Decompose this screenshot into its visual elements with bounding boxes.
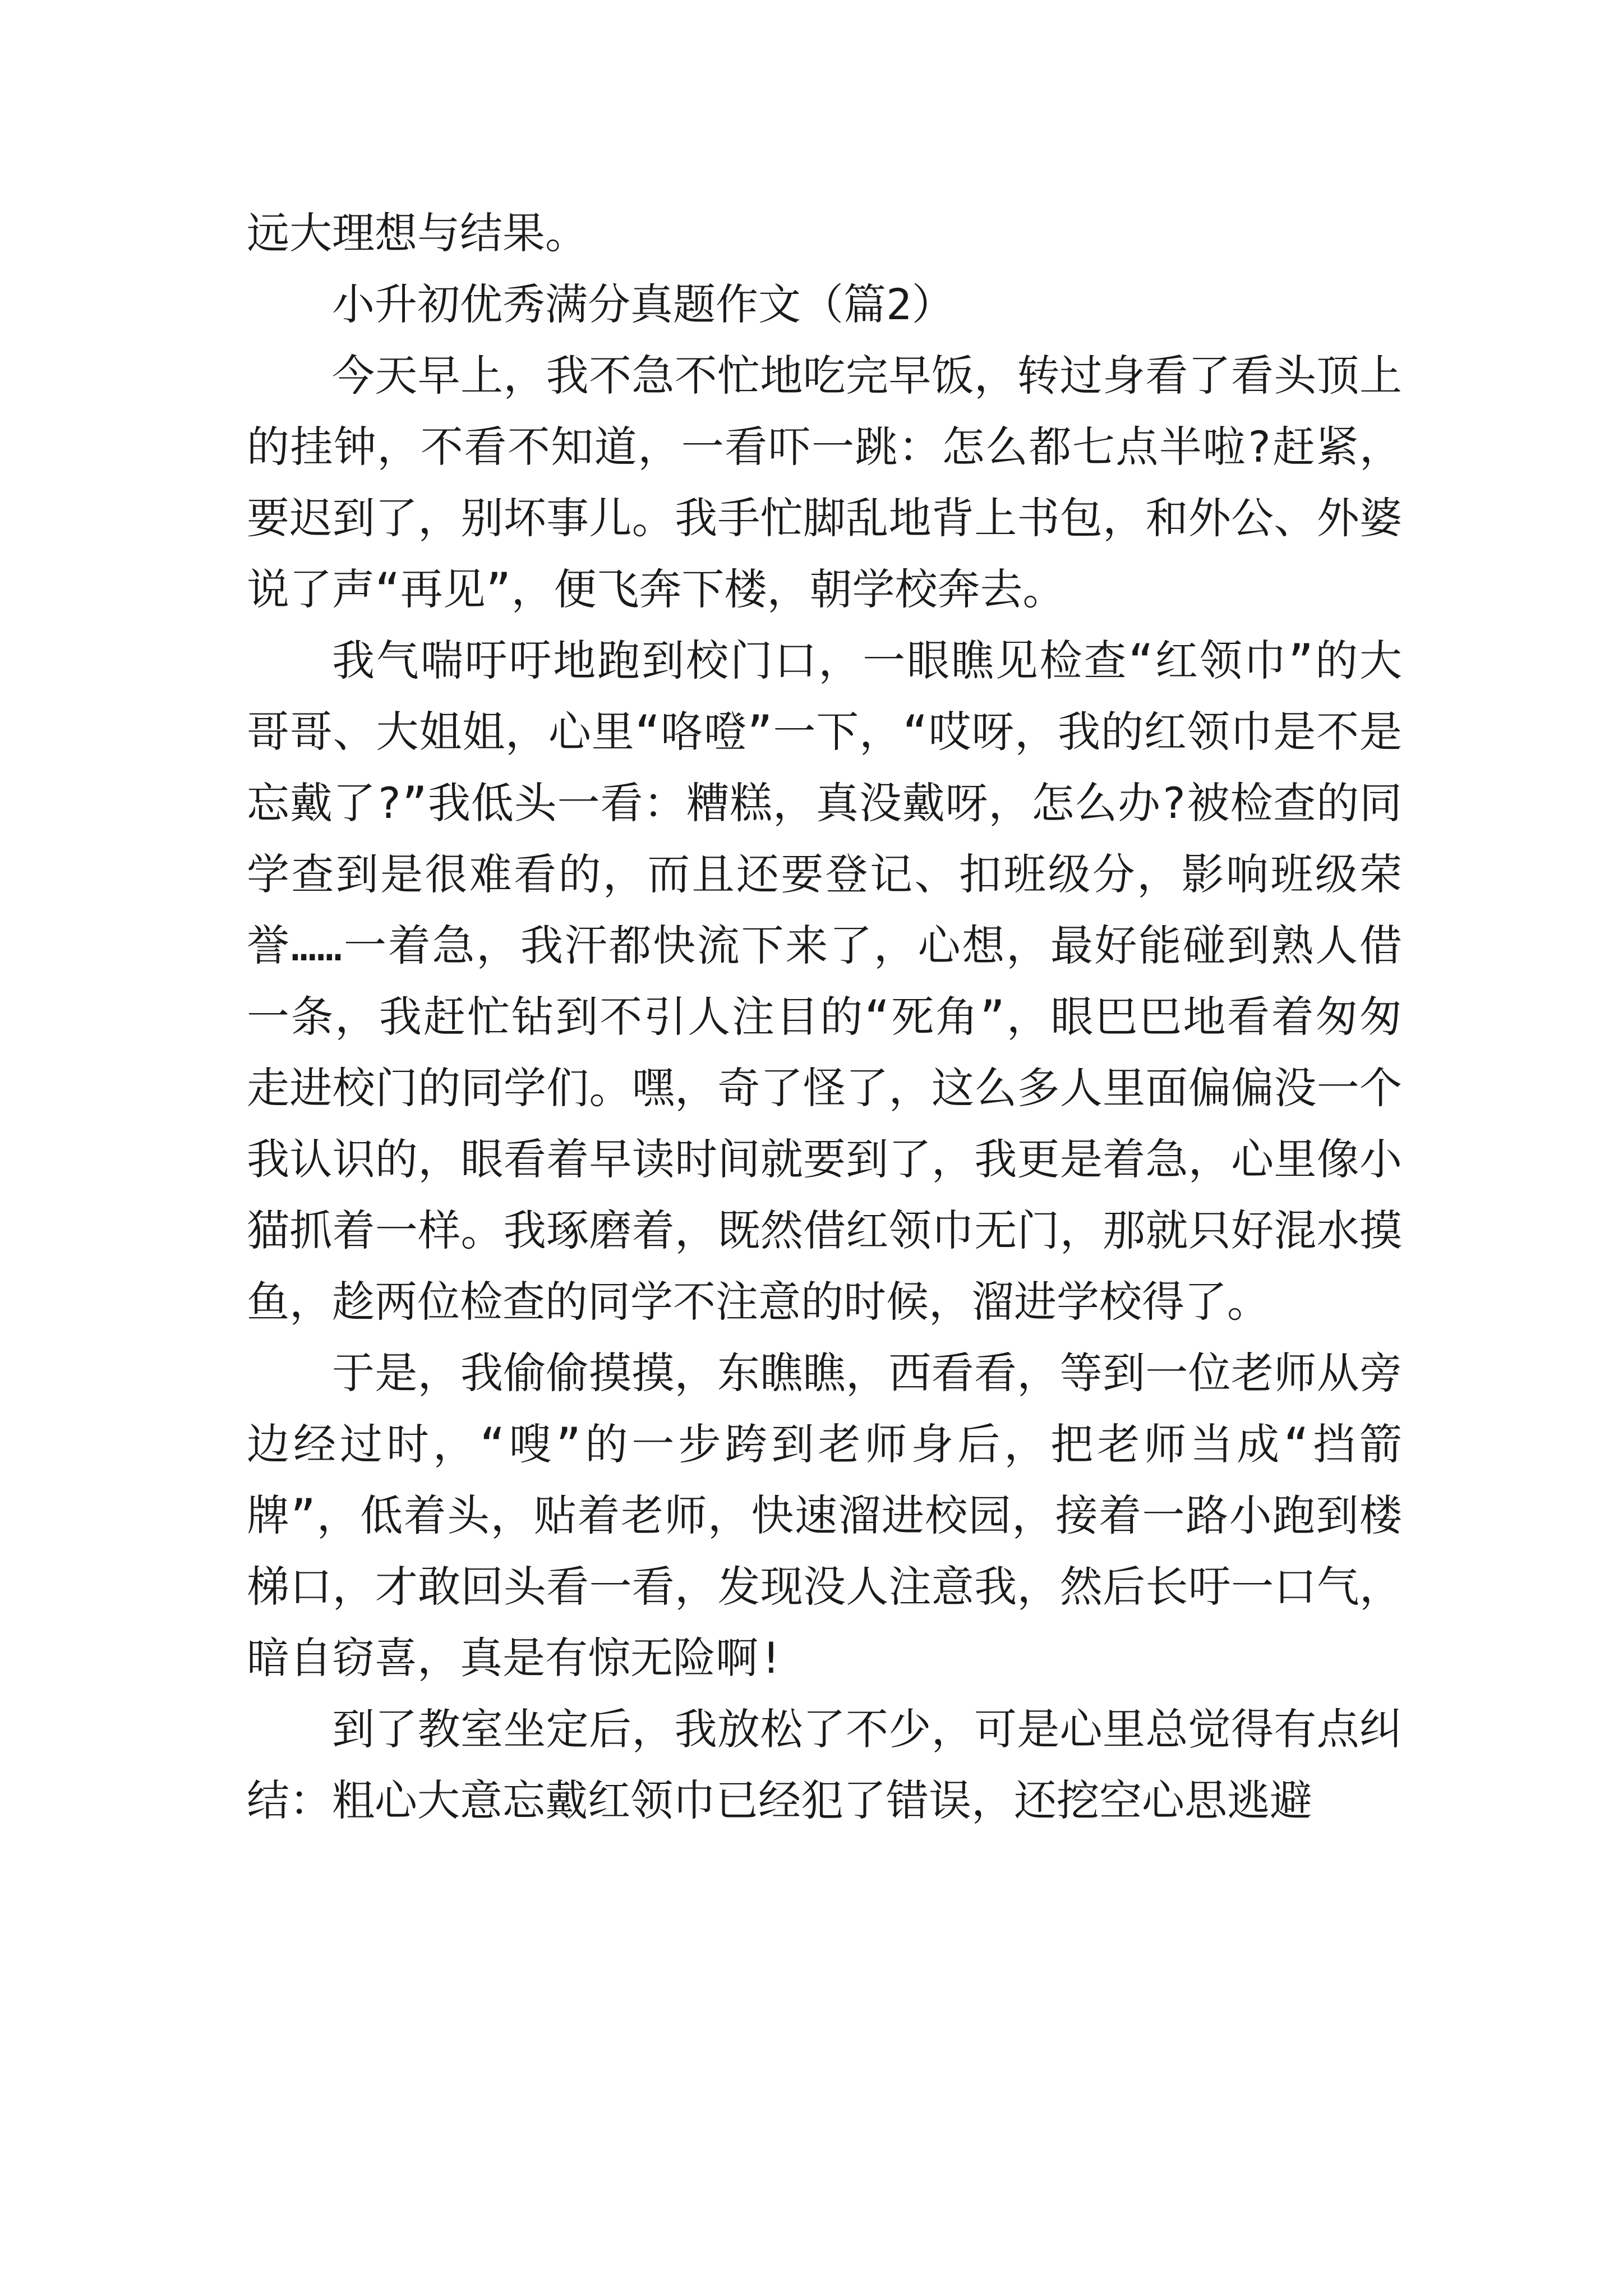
paragraph: 我气喘吁吁地跑到校门口，一眼瞧见检查“红领巾”的大哥哥、大姐姐，心里“咯噔”一下，“哎呀，我的红领巾是不是忘戴了?”我低头一看：糟糕，真没戴呀，怎么办?被检查的同学查到是很难看的，而且还要登记、扣班级分，影响班级荣誉……一着急，我汗都快流下来了，心想，最好能碰到熟人借一条，我赶忙钻到不引人注目的“死角”，眼巴巴地看着匆匆走进校门的同学们。嘿，奇了怪了，这么多人里面偏偏没一个我认识的，眼看着早读时间就要到了，我更是着急，心里像小猫抓着一样。我琢磨着，既然借红领巾无门，那就只好混水摸鱼，趁两位检查的同学不注意的时候，溜进学校得了。 (247, 636, 1402, 1327)
paragraph-continuation: 远大理想与结果。 (247, 208, 588, 258)
paragraph: 今天早上，我不急不忙地吃完早饭，转过身看了看头顶上的挂钟，不看不知道，一看吓一跳：怎么都七点半啦?赶紧，要迟到了，别坏事儿。我手忙脚乱地背上书包，和外公、外婆说了声“再见”，便飞奔下楼，朝学校奔去。 (247, 351, 1402, 614)
document-body (247, 197, 1402, 1836)
paragraph: 到了教室坐定后，我放松了不少，可是心里总觉得有点纠结：粗心大意忘戴红领巾已经犯了错误，还挖空心思逃避 (247, 1704, 1402, 1825)
paragraph: 于是，我偷偷摸摸，东瞧瞧，西看看，等到一位老师从旁边经过时，“嗖”的一步跨到老师身后，把老师当成“挡箭牌”，低着头，贴着老师，快速溜进校园，接着一路小跑到楼梯口，才敢回头看一看，发现没人注意我，然后长吁一口气，暗自窃喜，真是有惊无险啊! (247, 1348, 1402, 1683)
essay-heading: 小升初优秀满分真题作文（篇2） (332, 279, 955, 329)
